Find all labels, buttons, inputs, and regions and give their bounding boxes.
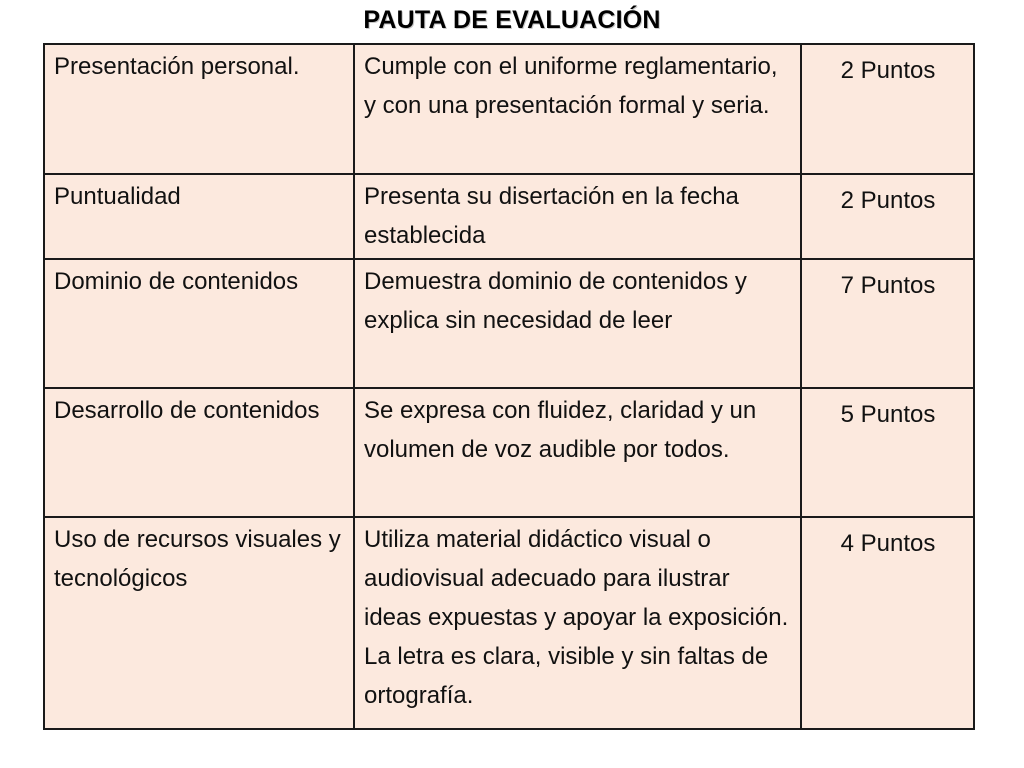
points-cell: 4 Puntos bbox=[801, 517, 974, 729]
criterion-cell: Puntualidad bbox=[44, 174, 354, 259]
table-row bbox=[44, 174, 974, 259]
description-cell: Utiliza material didáctico visual o audiovisual adecuado para ilustrar ideas expuestas y apoyar la exposición. La letra es clara, visible y sin faltas de ortografía. bbox=[354, 517, 801, 729]
page-title: PAUTA DE EVALUACIÓN bbox=[363, 6, 661, 34]
table-row bbox=[44, 259, 974, 388]
points-cell: 2 Puntos bbox=[801, 44, 974, 174]
points-cell: 2 Puntos bbox=[801, 174, 974, 259]
points-cell: 5 Puntos bbox=[801, 388, 974, 517]
description-cell: Se expresa con fluidez, claridad y un volumen de voz audible por todos. bbox=[354, 388, 801, 517]
table-row bbox=[44, 517, 974, 729]
description-cell: Demuestra dominio de contenidos y explica sin necesidad de leer bbox=[354, 259, 801, 388]
points-cell: 7 Puntos bbox=[801, 259, 974, 388]
table-row bbox=[44, 44, 974, 174]
criterion-cell: Presentación personal. bbox=[44, 44, 354, 174]
criterion-cell: Dominio de contenidos bbox=[44, 259, 354, 388]
description-cell: Presenta su disertación en la fecha establecida bbox=[354, 174, 801, 259]
criterion-cell: Desarrollo de contenidos bbox=[44, 388, 354, 517]
criterion-cell: Uso de recursos visuales y tecnológicos bbox=[44, 517, 354, 729]
evaluation-table bbox=[43, 43, 975, 730]
table-row bbox=[44, 388, 974, 517]
description-cell: Cumple con el uniforme reglamentario, y con una presentación formal y seria. bbox=[354, 44, 801, 174]
